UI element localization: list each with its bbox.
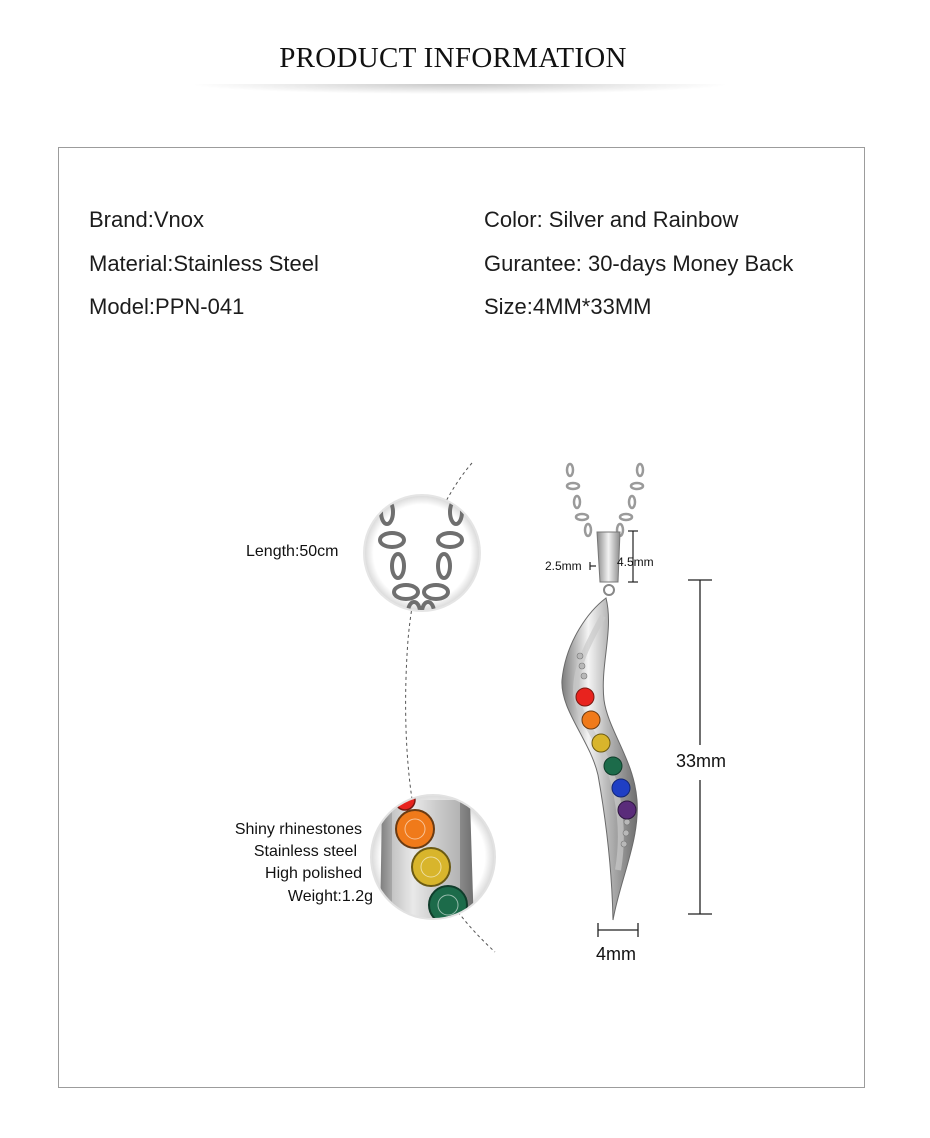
spec-size: Size:4MM*33MM	[484, 294, 652, 319]
callout-high-polished: High polished	[265, 865, 362, 882]
spec-guarantee: Gurantee: 30-days Money Back	[484, 251, 794, 276]
stone-green	[604, 757, 622, 775]
dim-pendant-height	[688, 580, 712, 914]
stone-purple	[618, 801, 636, 819]
callout-length: Length:50cm	[246, 543, 339, 560]
spec-color: Color: Silver and Rainbow	[484, 207, 739, 232]
stone-yellow	[592, 734, 610, 752]
dim-label-bail-height: 4.5mm	[617, 555, 654, 569]
chain-detail-lens	[363, 494, 481, 622]
callout-rhinestones: Shiny rhinestones	[234, 821, 362, 838]
stone-orange	[582, 711, 600, 729]
dim-label-bail-width: 2.5mm	[545, 559, 582, 573]
stone-red	[576, 688, 594, 706]
callout-stainless-steel: Stainless steel	[253, 843, 357, 860]
spec-brand: Brand:Vnox	[89, 207, 204, 232]
necklace-chain	[567, 464, 643, 536]
page-title: PRODUCT INFORMATION	[279, 42, 627, 74]
callout-weight: Weight:1.2g	[287, 888, 373, 905]
dim-label-pendant-width: 4mm	[596, 944, 636, 964]
dim-pendant-width	[598, 923, 638, 937]
stone-blue	[612, 779, 630, 797]
pendant-body	[562, 598, 637, 920]
spec-model: Model:PPN-041	[89, 294, 245, 319]
dim-label-pendant-height: 33mm	[676, 751, 727, 771]
dim-bail-width	[590, 562, 596, 570]
stones-detail-lens	[370, 790, 496, 942]
spec-material: Material:Stainless Steel	[89, 251, 319, 276]
